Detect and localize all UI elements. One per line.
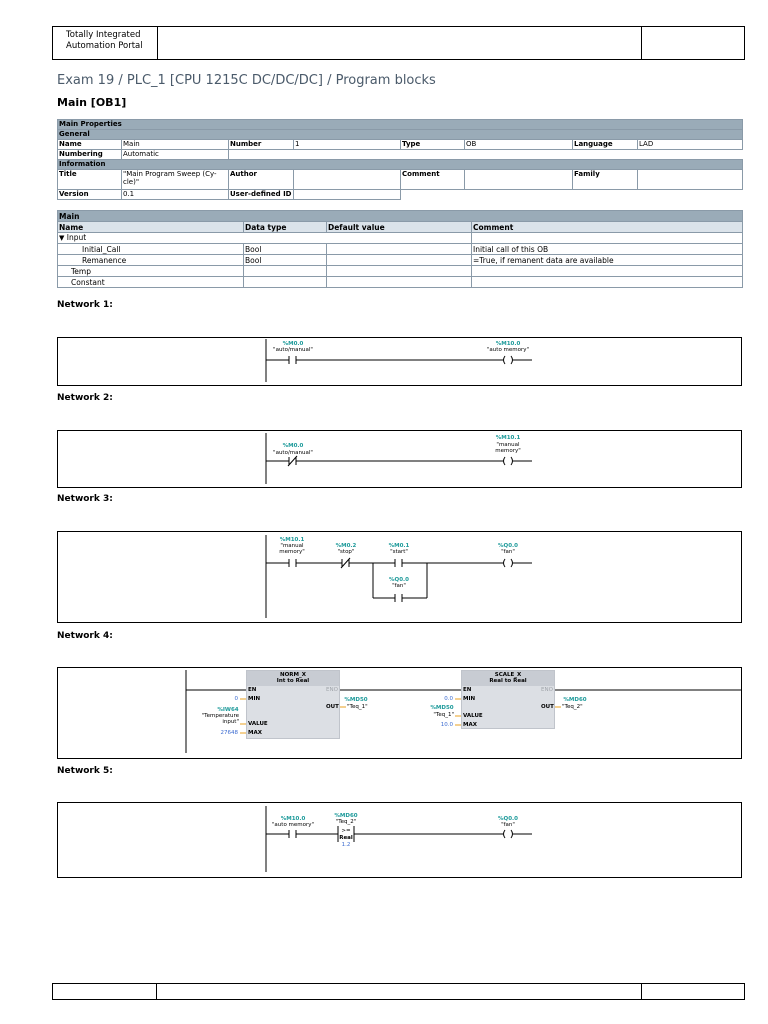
network-5-compare-tag: "Teq_2" (335, 819, 357, 825)
norm-x-name: NORM_X (280, 672, 306, 678)
type-label: Type (401, 140, 465, 150)
network-3-coil-tag: "fan" (501, 549, 515, 555)
scale-value-address: %MD50 (430, 705, 454, 711)
network-1-contact-address: %M0.0 (282, 341, 304, 347)
network-3-coil-address: %Q0.0 (498, 543, 518, 549)
block-title: Main [OB1] (57, 96, 127, 109)
udid-label: User-defined ID (230, 190, 292, 198)
column-name: Name (58, 222, 244, 233)
scale-eno-pin: ENO (541, 687, 553, 693)
network-3-contact4-tag: "fan" (392, 583, 406, 589)
number-value: 1 (294, 140, 401, 150)
section-main-properties: Main Properties (58, 120, 743, 130)
numbering-value: Automatic (122, 150, 229, 160)
network-1-label: Network 1: (57, 300, 113, 310)
section-information: Information (58, 160, 743, 170)
scale-max-value: 10.0 (440, 722, 453, 728)
family-label: Family (573, 170, 638, 190)
network-5-contact-tag: "auto memory" (271, 822, 315, 828)
norm-min-pin: MIN (248, 696, 261, 702)
section-general: General (58, 130, 743, 140)
norm-out-tag: "Teq_1" (347, 704, 368, 710)
contact-tag-line2: memory" (279, 549, 305, 555)
scale-out-tag: "Teq_2" (562, 704, 583, 710)
network-2-contact-address: %M0.0 (282, 443, 304, 449)
norm-max-value: 27648 (220, 730, 238, 736)
compare-type: Real (339, 835, 353, 841)
norm-x-types: Int to Real (276, 678, 310, 684)
network-3-contact4-address: %Q0.0 (389, 577, 409, 583)
param-name: Remanence (58, 255, 244, 266)
scale-out-pin: OUT (541, 704, 554, 710)
network-1-coil-tag: "auto memory" (486, 347, 530, 353)
comment-label: Comment (401, 170, 465, 190)
scale-x-name: SCALE_X (494, 672, 522, 678)
network-2-contact-tag: "auto/manual" (273, 450, 313, 456)
network-3-contact2-tag: "stop" (337, 549, 355, 555)
type-value: OB (465, 140, 573, 150)
constant-label: Constant (58, 277, 244, 288)
scale-max-pin: MAX (463, 722, 477, 728)
page-title: Exam 19 / PLC_1 [CPU 1215C DC/DC/DC] / Program blocks (57, 73, 436, 88)
section-interface: Main (58, 211, 743, 222)
norm-out-pin: OUT (326, 704, 339, 710)
column-default-value: Default value (327, 222, 472, 233)
footer-divider (641, 983, 642, 1000)
norm-value-tag-line2: input" (222, 719, 239, 725)
norm-value-pin: VALUE (248, 721, 268, 727)
contact-tag-line1: "manual (280, 543, 304, 549)
network-1-contact-tag: "auto/manual" (273, 347, 313, 353)
scale-value-tag: "Teq_1" (433, 712, 454, 718)
footer-divider (156, 983, 157, 1000)
numbering-label: Numbering (58, 150, 122, 160)
network-3-label: Network 3: (57, 494, 113, 504)
norm-eno-pin: ENO (326, 687, 338, 693)
norm-max-pin: MAX (248, 730, 262, 736)
coil-tag-line2: memory" (495, 448, 521, 454)
network-3-contact2-address: %M0.2 (335, 543, 357, 549)
network-3-contact1-address: %M10.1 (279, 537, 305, 543)
portal-name-line2: Automation Portal (66, 41, 143, 51)
number-label: Number (229, 140, 294, 150)
scale-value-pin: VALUE (463, 713, 483, 719)
input-label: Input (66, 233, 87, 242)
temp-label: Temp (58, 266, 244, 277)
network-3-contact3-address: %M0.1 (388, 543, 410, 549)
name-label: Name (58, 140, 122, 150)
param-name: Initial_Call (58, 244, 244, 255)
version-label: Version (58, 190, 122, 200)
norm-en-pin: EN (248, 687, 257, 693)
param-comment: Initial call of this OB (472, 244, 743, 255)
author-label: Author (229, 170, 294, 190)
param-type: Bool (244, 255, 327, 266)
triangle-down-icon[interactable]: ▼ (59, 234, 65, 242)
param-type: Bool (244, 244, 327, 255)
coil-tag-line1: "manual (496, 442, 520, 448)
column-data-type: Data type (244, 222, 327, 233)
network-5-coil-address: %Q0.0 (498, 816, 518, 822)
scale-x-types: Real to Real (489, 678, 527, 684)
name-value: Main (122, 140, 229, 150)
network-2-coil-address: %M10.1 (495, 435, 521, 441)
param-comment: =True, if remanent data are available (472, 255, 743, 266)
network-5-compare-address: %MD60 (334, 813, 358, 819)
network-5-label: Network 5: (57, 766, 113, 776)
scale-min-pin: MIN (463, 696, 476, 702)
column-comment: Comment (472, 222, 743, 233)
norm-out-address: %MD50 (344, 697, 368, 703)
network-1-coil-address: %M10.0 (495, 341, 521, 347)
compare-operator: >= (341, 828, 351, 834)
compare-value: 1.2 (341, 842, 351, 848)
scale-out-address: %MD60 (563, 697, 587, 703)
network-3-contact3-tag: "start" (390, 549, 408, 555)
portal-name-line1: Totally Integrated (66, 30, 141, 40)
network-4-label: Network 4: (57, 631, 113, 641)
norm-min-value: 0 (234, 696, 238, 702)
language-label: Language (573, 140, 638, 150)
network-5-contact-address: %M10.0 (280, 816, 306, 822)
title-value: "Main Program Sweep (Cy-cle)" (122, 170, 229, 190)
norm-value-tag-line1: "Temperature (201, 713, 239, 719)
version-value: 0.1 (122, 190, 229, 200)
scale-en-pin: EN (463, 687, 472, 693)
norm-value-address: %IW64 (217, 707, 239, 713)
title-label: Title (58, 170, 122, 190)
network-5-coil-tag: "fan" (501, 822, 515, 828)
network-2-label: Network 2: (57, 393, 113, 403)
scale-min-value: 0.0 (444, 696, 453, 702)
language-value: LAD (638, 140, 743, 150)
